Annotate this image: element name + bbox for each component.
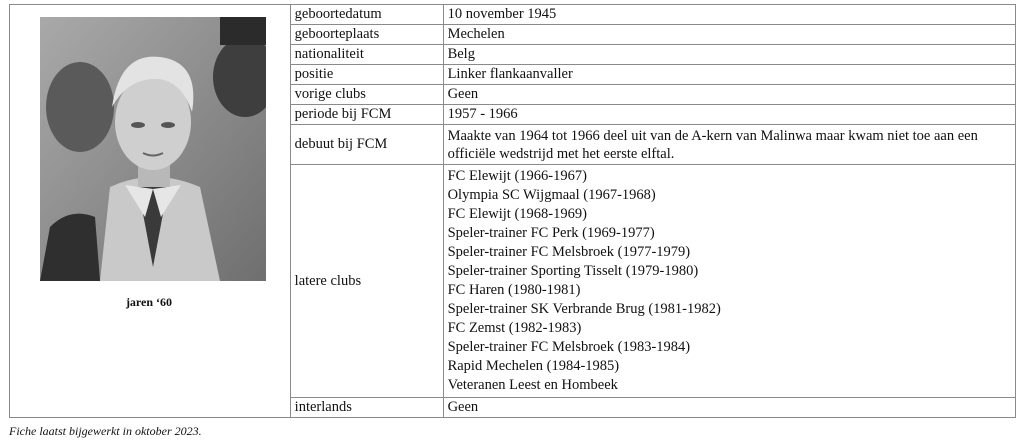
row-label: geboortedatum [290,5,443,25]
club-item: Olympia SC Wijgmaal (1967-1968) [447,187,656,203]
club-item: Speler-trainer Sporting Tisselt (1979-1980) [447,263,699,279]
row-label: positie [290,65,443,85]
row-value: Mechelen [443,25,1015,45]
club-item: FC Elewijt (1968-1969) [447,206,587,222]
row-label: vorige clubs [290,85,443,105]
photo-caption: jaren ‘60 [125,295,173,309]
club-item: Rapid Mechelen (1984-1985) [447,358,620,374]
row-value: 1957 - 1966 [443,105,1015,125]
row-value: Belg [443,45,1015,65]
row-label: debuut bij FCM [290,125,443,165]
player-photo [40,17,266,281]
club-item: Speler-trainer FC Melsbroek (1977-1979) [447,244,691,260]
club-item: Speler-trainer FC Melsbroek (1983-1984) [447,339,691,355]
row-value: Linker flankaanvaller [443,65,1015,85]
footnote: Fiche laatst bijgewerkt in oktober 2023. [9,424,202,438]
later-clubs-label: latere clubs [290,165,443,398]
club-item: FC Zemst (1982-1983) [447,320,582,336]
row-label: nationaliteit [290,45,443,65]
club-item: Veteranen Leest en Hombeek [447,377,618,393]
club-item: FC Elewijt (1966-1967) [447,168,587,184]
row-value: Geen [443,85,1015,105]
later-clubs-list [443,165,1015,398]
club-item: FC Haren (1980-1981) [447,282,581,298]
row-value: 10 november 1945 [443,5,1015,25]
row-label: geboorteplaats [290,25,443,45]
club-item: Speler-trainer FC Perk (1969-1977) [447,225,655,241]
interlands-label: interlands [290,398,443,418]
club-item: Speler-trainer SK Verbrande Brug (1981-1982) [447,301,721,317]
player-fiche-table [9,4,1016,418]
row-label: periode bij FCM [290,105,443,125]
photo-cell [10,5,291,418]
row-value-debut: Maakte van 1964 tot 1966 deel uit van de A-kern van Malinwa maar kwam niet toe aan een officiële wedstrijd met het eerste elftal. [443,125,1015,165]
interlands-value: Geen [443,398,1015,418]
